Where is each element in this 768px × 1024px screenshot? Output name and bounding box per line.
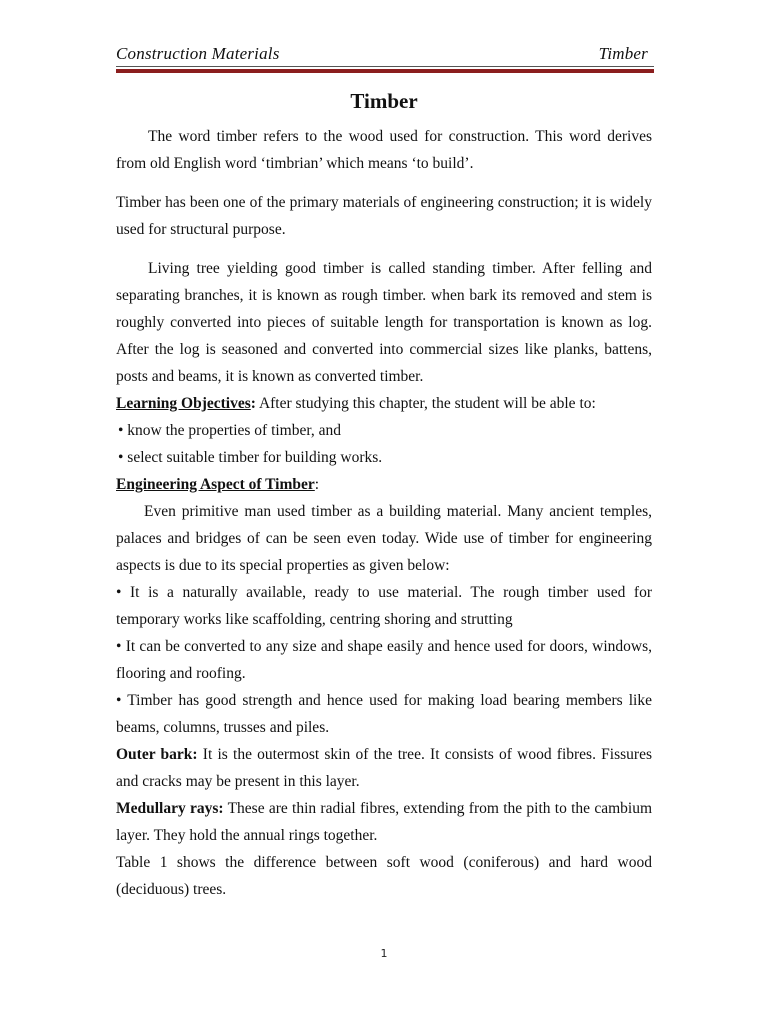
property-bullet: • It is a naturally available, ready to use material. The rough timber used for temporary works like scaffolding, centring shoring and strutting bbox=[116, 584, 652, 628]
paragraph-intro: The word timber refers to the wood used for construction. This word derives from old English word ‘timbrian’ which means ‘to build’. bbox=[116, 128, 652, 172]
learning-objectives-intro: After studying this chapter, the student will be able to: bbox=[255, 395, 596, 412]
objective-item: • know the properties of timber, and bbox=[118, 422, 342, 439]
learning-objectives-line bbox=[116, 390, 652, 417]
definition-term: Medullary rays: bbox=[116, 800, 224, 817]
paragraph-table-reference: Table 1 shows the difference between soft wood (coniferous) and hard wood (deciduous) trees. bbox=[116, 854, 652, 898]
page-title: Timber bbox=[350, 89, 418, 113]
definition-outer-bark bbox=[116, 741, 652, 795]
paragraph-primary-materials: Timber has been one of the primary materials of engineering construction; it is widely used for structural purpose. bbox=[116, 194, 652, 238]
engineering-aspect-heading: Engineering Aspect of Timber bbox=[116, 476, 315, 493]
engineering-aspect-colon: : bbox=[314, 476, 320, 493]
definition-text: These are thin radial fibres, extending from the pith to the cambium layer. They hold the annual rings together. bbox=[116, 800, 652, 844]
definition-medullary-rays bbox=[116, 795, 652, 849]
document-body bbox=[116, 123, 652, 903]
header-right-title: Timber bbox=[598, 44, 648, 63]
property-bullet: • Timber has good strength and hence used for making load bearing members like beams, columns, trusses and piles. bbox=[116, 692, 652, 736]
definition-text: It is the outermost skin of the tree. It consists of wood fibres. Fissures and cracks may be present in this layer. bbox=[116, 746, 652, 790]
paragraph-standing-timber: Living tree yielding good timber is called standing timber. After felling and separating branches, it is known as rough timber. when bark its removed and stem is roughly converted into pieces of suitable length for transportation is known as log. After the log is seasoned and converted into commercial sizes like planks, battens, posts and beams, it is known as converted timber. bbox=[116, 260, 652, 385]
learning-objectives-heading: Learning Objectives bbox=[116, 395, 251, 412]
definition-term: Outer bark: bbox=[116, 746, 198, 763]
engineering-aspect-line bbox=[116, 471, 652, 498]
learning-objectives-colon: : bbox=[250, 395, 256, 412]
page-header bbox=[116, 44, 654, 64]
header-rule-thick bbox=[116, 69, 654, 73]
objective-item: • select suitable timber for building works. bbox=[118, 449, 383, 466]
engineering-aspect-intro: Even primitive man used timber as a building material. Many ancient temples, palaces and bridges of can be seen even today. Wide use of timber for engineering aspects is due to its special properties as given below: bbox=[116, 503, 652, 574]
header-left-title: Construction Materials bbox=[116, 44, 280, 63]
page-number: 1 bbox=[380, 947, 388, 960]
header-rule-thin bbox=[116, 66, 654, 67]
property-bullet: • It can be converted to any size and shape easily and hence used for doors, windows, flooring and roofing. bbox=[116, 638, 652, 682]
